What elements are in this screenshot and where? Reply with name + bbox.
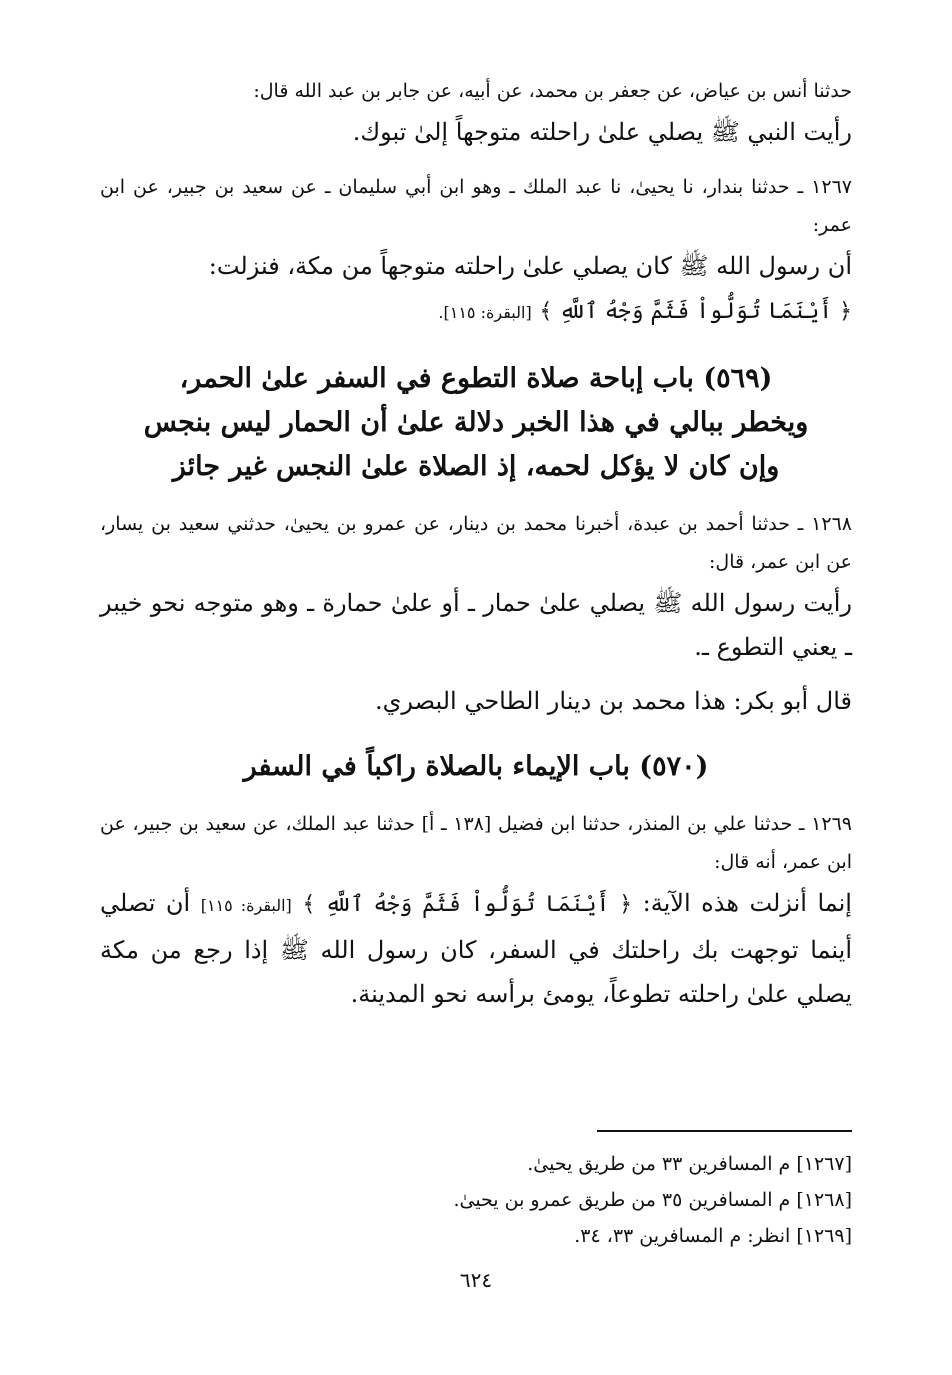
matn-text: إنما أنزلت هذه الآية: [642,889,852,917]
book-page [100,72,852,1345]
hadith-1269 [100,805,852,1016]
quran-verse: ﴿ أَيْنَمَا تُوَلُّواْ فَثَمَّ وَجْهُ ٱللَّهِ ﴾ [539,299,852,324]
quran-reference: [البقرة: ١١٥]. [438,303,532,322]
matn [100,881,852,1016]
chapter-heading-line: وإن كان لا يؤكل لحمه، إذ الصلاة علىٰ النجس غير جائز [172,451,780,482]
isnad: ١٢٦٧ ـ حدثنا بندار، نا يحيىٰ، نا عبد الملك ـ وهو ابن أبي سليمان ـ عن سعيد بن جبير، عن ابن عمر: [100,176,852,236]
footnote-divider [597,1130,852,1132]
author-note: قال أبو بكر: هذا محمد بن دينار الطاحي البصري. [375,687,852,715]
chapter-heading-line: (٥٧٠) باب الإيماء بالصلاة راكباً في السفر [243,751,709,782]
footnote: [١٢٦٧] م المسافرين ٣٣ من طريق يحيىٰ. [527,1153,852,1175]
chapter-569-heading [100,357,852,489]
matn-text: أن رسول الله ﷺ كان يصلي علىٰ راحلته متوجهاً من مكة، فنزلت: [208,252,852,280]
isnad: حدثنا أنس بن عياض، عن جعفر بن محمد، عن أبيه، عن جابر بن عبد الله قال: [253,80,852,102]
quran-reference: [البقرة: ١١٥] [200,896,292,915]
hadith-1266-continued [100,72,852,154]
quran-verse: ﴿ أَيْنَمَا تُوَلُّواْ فَثَمَّ وَجْهُ ٱللَّهِ ﴾ [302,892,633,917]
chapter-heading-line: ويخطر ببالي في هذا الخبر دلالة علىٰ أن الحمار ليس بنجس [143,407,809,438]
isnad: ١٢٦٩ ـ حدثنا علي بن المنذر، حدثنا ابن فضيل [١٣٨ ـ أ] حدثنا عبد الملك، عن سعيد بن جبير، عن ابن عمر، أنه قال: [100,813,852,873]
page-number: ٦٢٤ [459,1268,493,1292]
chapter-570-heading [100,745,852,789]
footnotes [100,1130,852,1254]
footnote: [١٢٦٨] م المسافرين ٣٥ من طريق عمرو بن يحيىٰ. [453,1189,852,1211]
matn-text: أن تصلي أينما توجهت بك راحلتك في السفر، كان رسول الله ﷺ إذا رجع من مكة يصلي علىٰ راحلته تطوعاً، يومئ برأسه نحو المدينة. [100,889,852,1008]
matn [100,244,852,335]
matn: رأيت رسول الله ﷺ يصلي علىٰ حمار ـ أو علىٰ حمارة ـ وهو متوجه نحو خيبر ـ يعني التطوع ـ. [100,589,852,661]
hadith-1267 [100,168,852,335]
hadith-1268 [100,505,852,723]
matn: رأيت النبي ﷺ يصلي علىٰ راحلته متوجهاً إلىٰ تبوك. [352,118,852,146]
footnote: [١٢٦٩] انظر: م المسافرين ٣٣، ٣٤. [574,1225,852,1247]
isnad: ١٢٦٨ ـ حدثنا أحمد بن عبدة، أخبرنا محمد بن دينار، عن عمرو بن يحيىٰ، حدثني سعيد بن يسار، عن ابن عمر، قال: [100,513,852,573]
chapter-heading-line: (٥٦٩) باب إباحة صلاة التطوع في السفر علىٰ الحمر، [179,363,773,394]
